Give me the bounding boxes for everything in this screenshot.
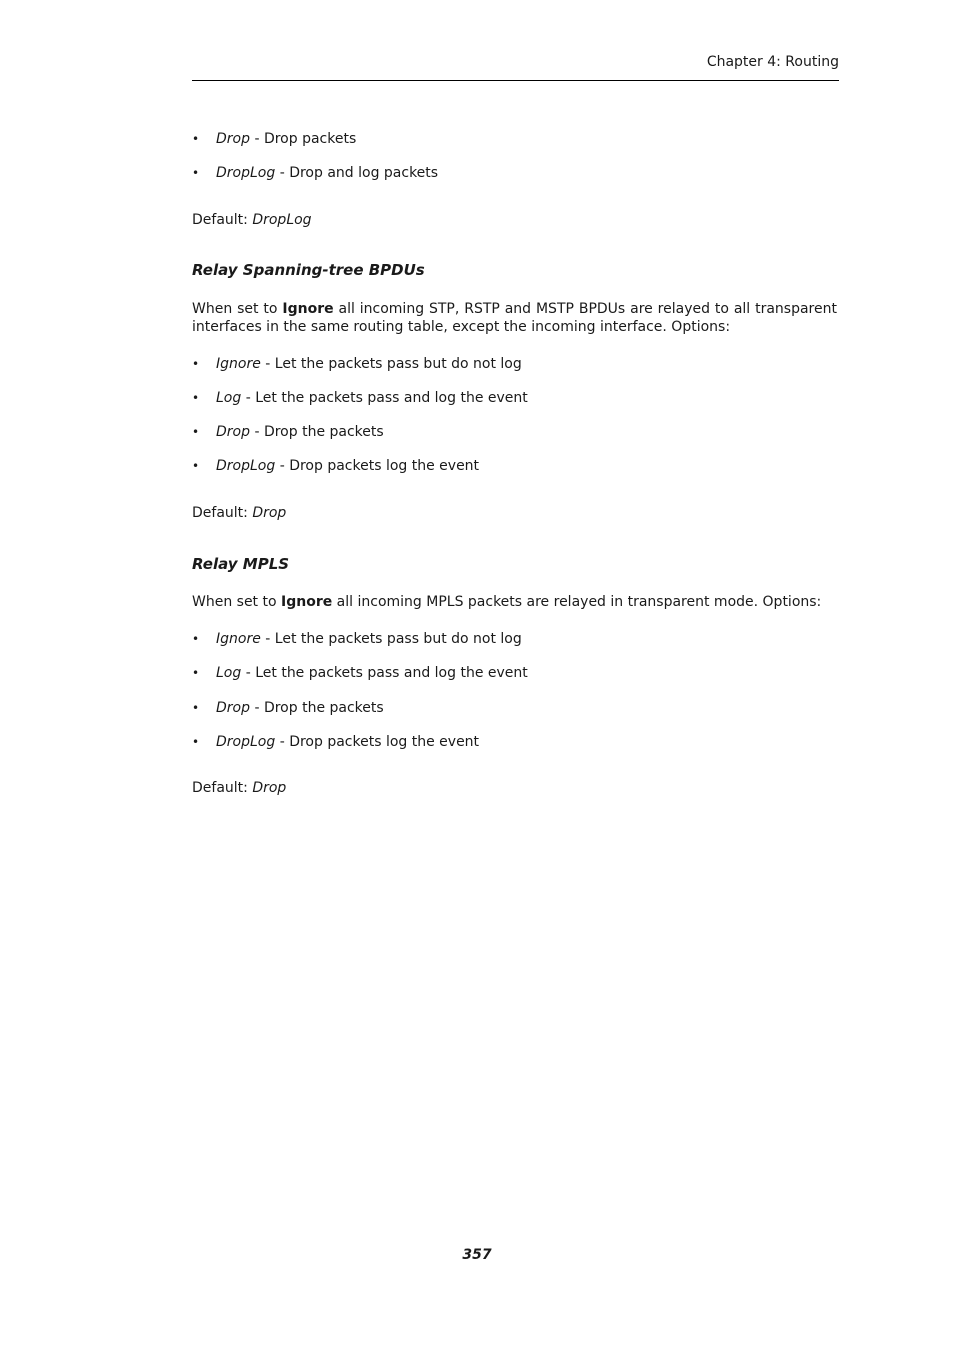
bullet-icon: •: [192, 357, 200, 371]
page-number: 357: [462, 1247, 492, 1263]
option-term: Log: [216, 390, 242, 406]
option-description: - Drop the packets: [250, 700, 384, 716]
option-term: DropLog: [216, 458, 276, 474]
section-title: Relay MPLS: [192, 555, 290, 573]
paragraph-text: When set to: [192, 301, 283, 317]
default-line: [192, 779, 837, 797]
option-description: - Let the packets pass but do not log: [260, 356, 522, 372]
default-label: Default:: [192, 505, 253, 521]
option-term: Ignore: [216, 631, 261, 647]
bullet-icon: •: [192, 391, 200, 405]
option-description: - Drop packets log the event: [275, 734, 480, 750]
option-term: Drop: [216, 131, 250, 147]
paragraph-text: When set to: [192, 594, 282, 610]
bullet-icon: •: [192, 166, 200, 180]
paragraph-text: all incoming MPLS packets are relayed in transparent mode. Options:: [332, 594, 822, 610]
bullet-icon: •: [192, 632, 200, 646]
option-term: Ignore: [216, 356, 261, 372]
section-title: Relay Spanning-tree BPDUs: [192, 261, 425, 279]
section-paragraph: [192, 300, 837, 336]
option-description: - Let the packets pass but do not log: [260, 631, 522, 647]
default-value: Drop: [252, 505, 287, 521]
option-term: Log: [216, 665, 242, 681]
option-description: - Drop packets log the event: [275, 458, 480, 474]
default-value: DropLog: [252, 212, 312, 228]
default-line: [192, 211, 837, 229]
default-label: Default:: [192, 780, 253, 796]
bullet-icon: •: [192, 425, 200, 439]
option-term: DropLog: [216, 734, 276, 750]
paragraph-keyword: Ignore: [282, 301, 334, 317]
header-divider: [192, 80, 839, 81]
running-header: Chapter 4: Routing: [706, 54, 839, 70]
option-description: - Let the packets pass and log the event: [241, 665, 528, 681]
option-term: Drop: [216, 700, 250, 716]
default-line: [192, 504, 837, 522]
option-description: - Drop the packets: [250, 424, 384, 440]
option-description: - Drop packets: [250, 131, 357, 147]
bullet-icon: •: [192, 735, 200, 749]
default-value: Drop: [252, 780, 287, 796]
default-label: Default:: [192, 212, 253, 228]
section-paragraph: [192, 593, 837, 611]
option-term: DropLog: [216, 165, 276, 181]
bullet-icon: •: [192, 666, 200, 680]
bullet-icon: •: [192, 459, 200, 473]
option-description: - Drop and log packets: [275, 165, 439, 181]
paragraph-text: all incoming STP, RSTP and MSTP BPDUs are relayed to all transparent interfaces in the same routing table, except the incoming interface. Options:: [192, 301, 837, 335]
bullet-icon: •: [192, 132, 200, 146]
bullet-icon: •: [192, 701, 200, 715]
paragraph-keyword: Ignore: [281, 594, 333, 610]
option-term: Drop: [216, 424, 250, 440]
option-description: - Let the packets pass and log the event: [241, 390, 528, 406]
